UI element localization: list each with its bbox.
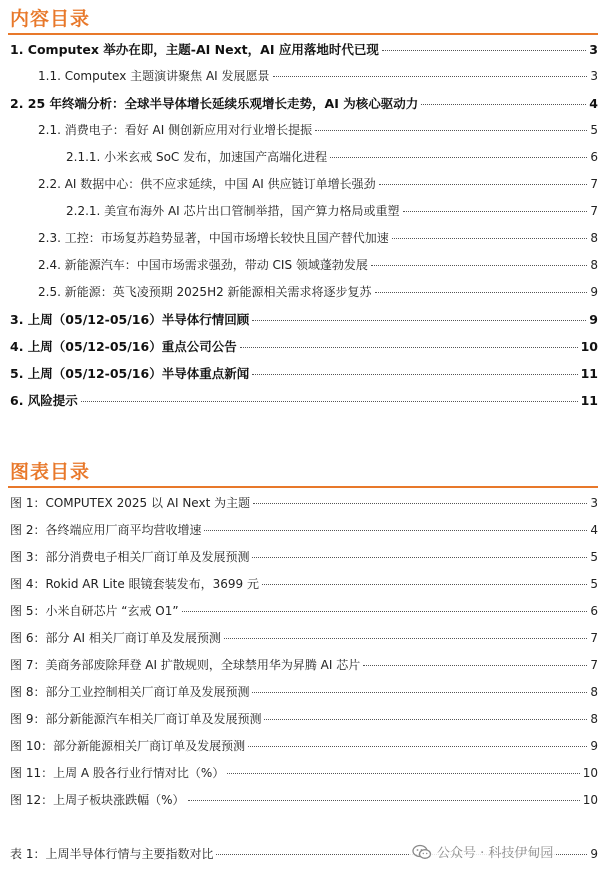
toc-entry[interactable] bbox=[38, 229, 598, 246]
watermark bbox=[410, 842, 555, 861]
dot-leader bbox=[204, 530, 587, 531]
figure-entry[interactable] bbox=[10, 548, 598, 565]
toc-entry[interactable] bbox=[10, 364, 598, 382]
dot-leader bbox=[392, 238, 588, 239]
figure-entry-page: 4 bbox=[590, 523, 598, 537]
toc-entry-page: 3 bbox=[590, 69, 598, 83]
dot-leader bbox=[379, 184, 588, 185]
figure-entry[interactable] bbox=[10, 764, 598, 781]
table-entry-page: 9 bbox=[590, 847, 598, 861]
toc-entry-page: 9 bbox=[589, 312, 598, 327]
figure-entry-page: 3 bbox=[590, 496, 598, 510]
toc-entry-page: 11 bbox=[580, 366, 598, 381]
toc-entry-label: 2.3. 工控：市场复苏趋势显著，中国市场增长较快且国产替代加速 bbox=[38, 231, 389, 245]
toc-entry[interactable] bbox=[38, 283, 598, 300]
toc-entry[interactable] bbox=[10, 94, 598, 112]
figure-entry[interactable] bbox=[10, 602, 598, 619]
toc-entry-label: 1.1. Computex 主题演讲聚焦 AI 发展愿景 bbox=[38, 69, 270, 83]
dot-leader bbox=[363, 665, 587, 666]
dot-leader bbox=[403, 211, 588, 212]
dot-leader bbox=[252, 320, 586, 321]
toc-entry[interactable] bbox=[38, 67, 598, 84]
dot-leader bbox=[264, 719, 587, 720]
table-entry-label: 表 1：上周半导体行情与主要指数对比 bbox=[10, 847, 214, 861]
toc-entry[interactable] bbox=[10, 310, 598, 328]
watermark-text: 公众号 · 科技伊甸园 bbox=[437, 846, 554, 861]
toc-entry-label: 2. 25 年终端分析：全球半导体增长延续乐观增长走势，AI 为核心驱动力 bbox=[10, 96, 419, 111]
figure-entry[interactable] bbox=[10, 791, 598, 808]
figure-entry-page: 7 bbox=[590, 658, 598, 672]
figure-entry-page: 6 bbox=[590, 604, 598, 618]
figure-entry-label: 图 4：Rokid AR Lite 眼镜套装发布，3699 元 bbox=[10, 577, 259, 591]
toc-entry[interactable] bbox=[66, 148, 598, 165]
figure-entry-label: 图 5：小米自研芯片 “玄戒 O1” bbox=[10, 604, 179, 618]
dot-leader bbox=[224, 638, 588, 639]
figure-entry-page: 5 bbox=[590, 577, 598, 591]
toc-entry[interactable] bbox=[38, 121, 598, 138]
dot-leader bbox=[330, 157, 587, 158]
dot-leader bbox=[375, 292, 588, 293]
toc-entry-label: 2.1. 消费电子：看好 AI 侧创新应用对行业增长提振 bbox=[38, 123, 313, 137]
figure-entry-label: 图 2：各终端应用厂商平均营收增速 bbox=[10, 523, 202, 537]
dot-leader bbox=[262, 584, 587, 585]
toc-entry-page: 6 bbox=[590, 150, 598, 164]
figure-entry-page: 8 bbox=[590, 712, 598, 726]
dot-leader bbox=[252, 692, 587, 693]
figure-entry-page: 10 bbox=[582, 766, 598, 780]
toc-entry-label: 1. Computex 举办在即，主题-AI Next，AI 应用落地时代已现 bbox=[10, 42, 379, 57]
figure-entry-page: 7 bbox=[590, 631, 598, 645]
figure-entry[interactable] bbox=[10, 629, 598, 646]
toc-entry-label: 2.2.1. 美宣布海外 AI 芯片出口管制举措，国产算力格局或重塑 bbox=[66, 204, 400, 218]
toc-entry-page: 8 bbox=[590, 231, 598, 245]
figure-entry[interactable] bbox=[10, 737, 598, 754]
figure-entry[interactable] bbox=[10, 656, 598, 673]
dot-leader bbox=[252, 557, 587, 558]
dot-leader bbox=[252, 374, 577, 375]
toc-entry[interactable] bbox=[38, 175, 598, 192]
figures-title: 图表目录 bbox=[10, 461, 91, 483]
wechat-icon bbox=[412, 844, 432, 860]
figure-entry-page: 9 bbox=[590, 739, 598, 753]
figure-entry[interactable] bbox=[10, 683, 598, 700]
figures-title-rule bbox=[8, 486, 598, 488]
toc-entry-page: 8 bbox=[590, 258, 598, 272]
dot-leader bbox=[227, 773, 579, 774]
dot-leader bbox=[248, 746, 587, 747]
toc-entry-label: 2.2. AI 数据中心：供不应求延续，中国 AI 供应链订单增长强劲 bbox=[38, 177, 376, 191]
dot-leader bbox=[253, 503, 587, 504]
toc-entry-page: 11 bbox=[580, 393, 598, 408]
toc-entry-label: 2.4. 新能源汽车：中国市场需求强劲，带动 CIS 领域蓬勃发展 bbox=[38, 258, 368, 272]
dot-leader bbox=[182, 611, 588, 612]
figure-entry[interactable] bbox=[10, 575, 598, 592]
toc-entry-page: 7 bbox=[590, 177, 598, 191]
dot-leader bbox=[273, 76, 588, 77]
figure-entry-label: 图 1：COMPUTEX 2025 以 AI Next 为主题 bbox=[10, 496, 251, 510]
figure-entry[interactable] bbox=[10, 521, 598, 538]
dot-leader bbox=[382, 50, 586, 51]
figure-entry-label: 图 11：上周 A 股各行业行情对比（%） bbox=[10, 766, 225, 780]
toc-entry[interactable] bbox=[66, 202, 598, 219]
toc-entry-label: 2.5. 新能源：英飞凌预期 2025H2 新能源相关需求将逐步复苏 bbox=[38, 285, 372, 299]
toc-entry[interactable] bbox=[10, 337, 598, 355]
toc-entry-label: 5. 上周（05/12-05/16）半导体重点新闻 bbox=[10, 366, 250, 381]
figure-entry-page: 8 bbox=[590, 685, 598, 699]
toc-entry-label: 3. 上周（05/12-05/16）半导体行情回顾 bbox=[10, 312, 250, 327]
toc-entry[interactable] bbox=[10, 391, 598, 409]
toc-entry[interactable] bbox=[10, 40, 598, 58]
toc-entry-page: 10 bbox=[580, 339, 598, 354]
toc-entry-page: 5 bbox=[590, 123, 598, 137]
figure-entry-label: 图 3：部分消费电子相关厂商订单及发展预测 bbox=[10, 550, 250, 564]
figure-entry-label: 图 8：部分工业控制相关厂商订单及发展预测 bbox=[10, 685, 250, 699]
toc-entry-label: 4. 上周（05/12-05/16）重点公司公告 bbox=[10, 339, 237, 354]
figure-entry-label: 图 10：部分新能源相关厂商订单及发展预测 bbox=[10, 739, 246, 753]
toc-entry-page: 9 bbox=[590, 285, 598, 299]
toc-entry-label: 6. 风险提示 bbox=[10, 393, 78, 408]
toc-title: 内容目录 bbox=[10, 8, 91, 30]
figure-entry-page: 10 bbox=[582, 793, 598, 807]
dot-leader bbox=[371, 265, 587, 266]
figure-entry-label: 图 12：上周子板块涨跌幅（%） bbox=[10, 793, 185, 807]
figure-entry-page: 5 bbox=[590, 550, 598, 564]
toc-entry-page: 7 bbox=[590, 204, 598, 218]
toc-title-rule bbox=[8, 33, 598, 35]
dot-leader bbox=[240, 347, 578, 348]
dot-leader bbox=[188, 800, 580, 801]
dot-leader bbox=[421, 104, 586, 105]
toc-entry-page: 3 bbox=[589, 42, 598, 57]
figure-entry-label: 图 6：部分 AI 相关厂商订单及发展预测 bbox=[10, 631, 221, 645]
dot-leader bbox=[315, 130, 587, 131]
toc-entry[interactable] bbox=[38, 256, 598, 273]
toc-entry-label: 2.1.1. 小米玄戒 SoC 发布，加速国产高端化进程 bbox=[66, 150, 328, 164]
figure-entry-label: 图 9：部分新能源汽车相关厂商订单及发展预测 bbox=[10, 712, 262, 726]
figure-entry[interactable] bbox=[10, 710, 598, 727]
dot-leader bbox=[81, 401, 578, 402]
figure-entry-label: 图 7：美商务部废除拜登 AI 扩散规则，全球禁用华为昇腾 AI 芯片 bbox=[10, 658, 361, 672]
toc-entry-page: 4 bbox=[589, 96, 598, 111]
figure-entry[interactable] bbox=[10, 494, 598, 511]
